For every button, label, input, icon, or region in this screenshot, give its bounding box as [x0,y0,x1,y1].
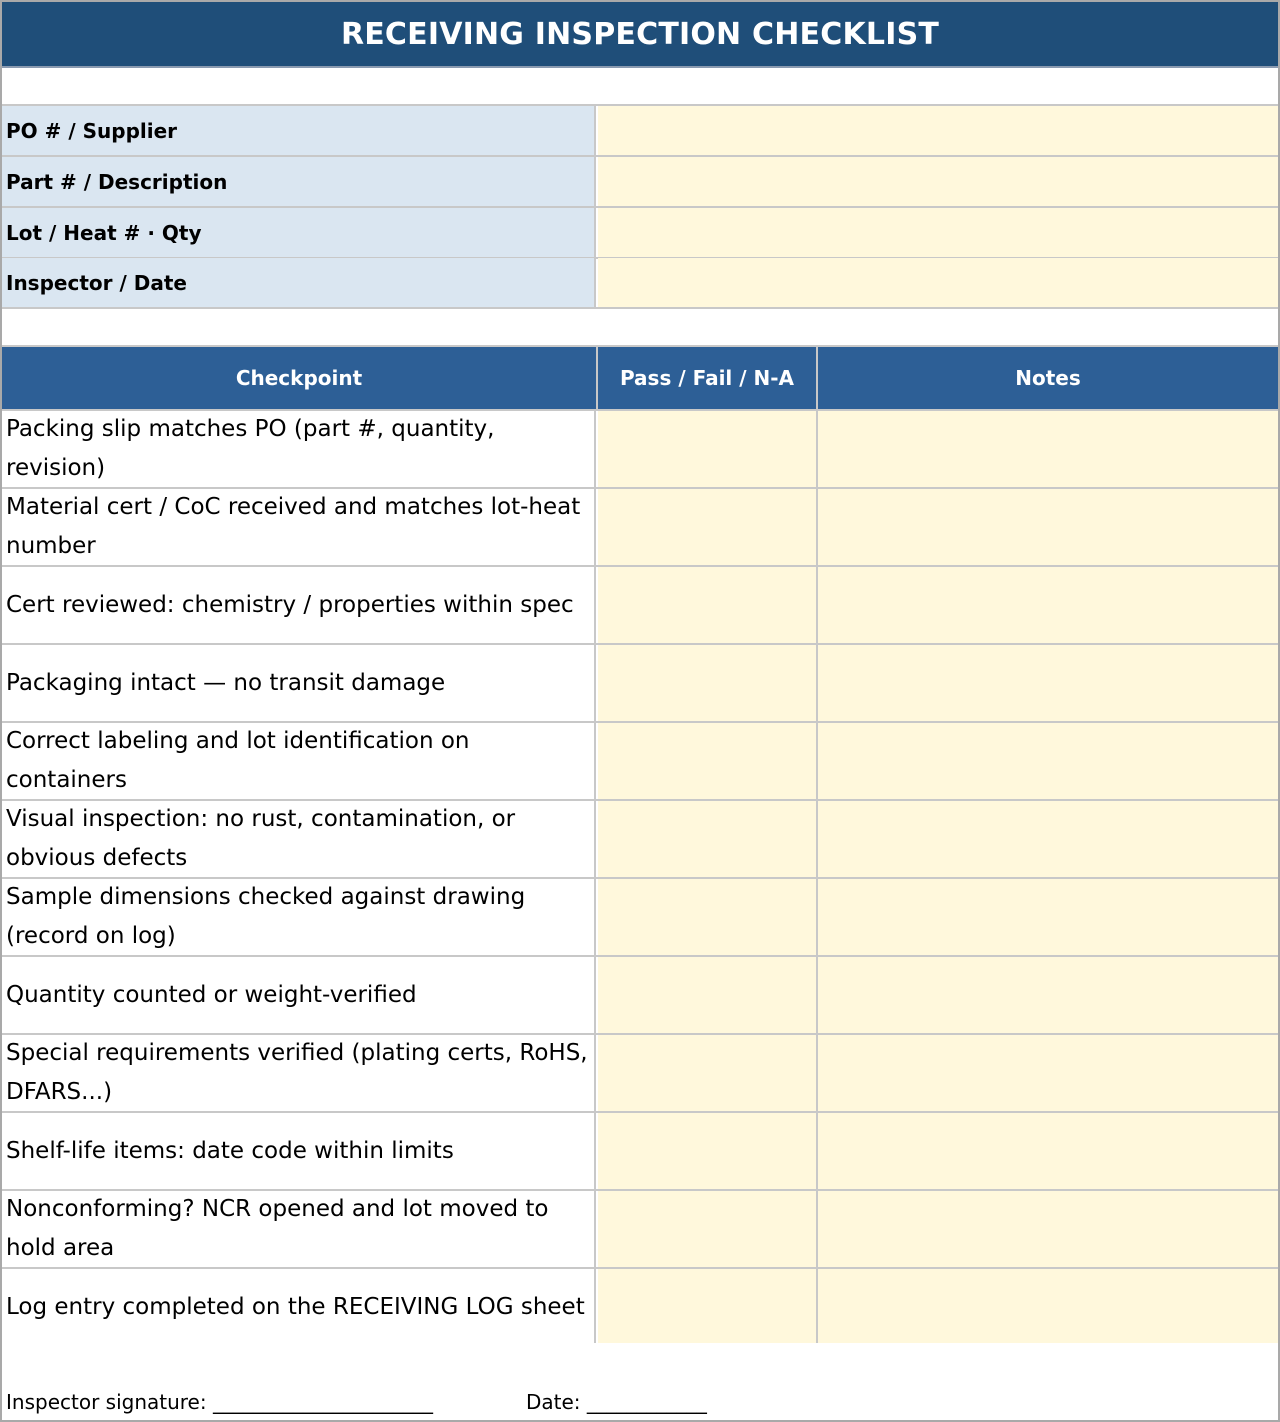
table-row [2,723,1278,801]
info-label-inspector-date: Inspector / Date [2,258,596,307]
pass-fail-cell[interactable] [598,567,818,643]
checkpoint-cell: Sample dimensions checked against drawing (record on log) [2,879,596,955]
notes-cell[interactable] [818,1035,1278,1111]
table-row [2,489,1278,567]
pass-fail-cell[interactable] [598,489,818,565]
spacer-row [2,68,1278,106]
pass-fail-cell[interactable] [598,1269,818,1345]
info-label-part-description: Part # / Description [2,157,596,206]
pass-fail-cell[interactable] [598,645,818,721]
notes-cell[interactable] [818,645,1278,721]
notes-cell[interactable] [818,489,1278,565]
table-row [2,879,1278,957]
notes-cell[interactable] [818,1269,1278,1345]
info-row-lot-heat-qty [2,208,1278,259]
column-header-pass-fail: Pass / Fail / N-A [598,347,818,409]
checkpoint-cell: Special requirements verified (plating certs, RoHS, DFARS...) [2,1035,596,1111]
checkpoint-cell: Material cert / CoC received and matches lot-heat number [2,489,596,565]
notes-cell[interactable] [818,1113,1278,1189]
info-row-inspector-date [2,258,1278,309]
inspector-signature-line[interactable]: Inspector signature: ______________________ [6,1390,433,1414]
page-title: RECEIVING INSPECTION CHECKLIST [340,16,940,52]
table-row [2,1113,1278,1191]
table-row [2,957,1278,1035]
info-row-po-supplier [2,106,1278,157]
pass-fail-cell[interactable] [598,801,818,877]
notes-cell[interactable] [818,723,1278,799]
pass-fail-cell[interactable] [598,723,818,799]
checkpoint-cell: Correct labeling and lot identification on containers [2,723,596,799]
notes-cell[interactable] [818,801,1278,877]
lot-heat-qty-field[interactable] [598,208,1278,257]
part-description-field[interactable] [598,157,1278,206]
table-row [2,1191,1278,1269]
column-header-checkpoint: Checkpoint [2,347,598,409]
notes-cell[interactable] [818,1191,1278,1267]
checkpoint-cell: Packaging intact — no transit damage [2,645,596,721]
pass-fail-cell[interactable] [598,957,818,1033]
info-label-po-supplier: PO # / Supplier [2,106,596,155]
pass-fail-cell[interactable] [598,411,818,487]
pass-fail-cell[interactable] [598,1191,818,1267]
table-header [2,347,1278,411]
notes-cell[interactable] [818,879,1278,955]
table-row [2,1269,1278,1347]
signature-footer [2,1343,1278,1420]
info-row-part-description [2,157,1278,208]
table-row [2,645,1278,723]
checkpoint-cell: Quantity counted or weight-verified [2,957,596,1033]
spacer-row [2,309,1278,347]
table-row [2,801,1278,879]
inspector-date-field[interactable] [598,258,1278,307]
checkpoint-cell: Cert reviewed: chemistry / properties within spec [2,567,596,643]
checklist-table [2,411,1278,1347]
notes-cell[interactable] [818,957,1278,1033]
table-row [2,1035,1278,1113]
table-row [2,567,1278,645]
info-label-lot-heat-qty: Lot / Heat # · Qty [2,208,596,257]
column-header-notes: Notes [1015,366,1081,390]
title-bar [2,2,1278,68]
notes-cell[interactable] [818,567,1278,643]
checkpoint-cell: Visual inspection: no rust, contamination, or obvious defects [2,801,596,877]
checkpoint-cell: Shelf-life items: date code within limits [2,1113,596,1189]
po-supplier-field[interactable] [598,106,1278,155]
checkpoint-cell: Nonconforming? NCR opened and lot moved to hold area [2,1191,596,1267]
table-row [2,411,1278,489]
checkpoint-cell: Packing slip matches PO (part #, quantity, revision) [2,411,596,487]
pass-fail-cell[interactable] [598,1113,818,1189]
checkpoint-cell: Log entry completed on the RECEIVING LOG sheet [2,1269,596,1345]
notes-cell[interactable] [818,411,1278,487]
pass-fail-cell[interactable] [598,1035,818,1111]
date-line[interactable]: Date: ____________ [526,1390,707,1414]
pass-fail-cell[interactable] [598,879,818,955]
